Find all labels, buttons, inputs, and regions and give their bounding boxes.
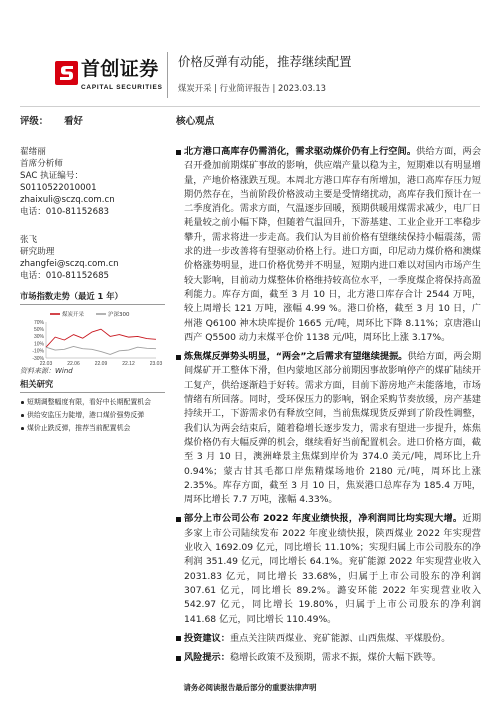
chart-legend-label: 煤炭开采 (62, 312, 85, 318)
related-research-heading: 相关研究 (20, 379, 165, 393)
core-point (176, 512, 481, 626)
core-point (176, 651, 481, 665)
chart-legend-label: 沪深300 (108, 312, 130, 318)
related-research-item (20, 396, 166, 409)
x-tick-label: 23.03 (149, 361, 163, 367)
bullet-square-icon (176, 636, 181, 641)
analyst-card (20, 234, 166, 282)
core-point-heading: 部分上市公司公布 2022 年度业绩快报，净利润同比均实现大增。 (184, 513, 463, 525)
y-tick-label: 50% (33, 327, 44, 333)
logo-wordmark-en: CAPITAL SECURITIES (81, 84, 163, 91)
analyst-sac-number: S0110522010001 (20, 183, 97, 193)
bullet-square-icon (176, 517, 181, 522)
logo-wordmark-cn: 首创证券 (81, 58, 159, 80)
core-point (176, 350, 481, 507)
header-rule (20, 106, 480, 107)
report-subtitle: 煤炭开采 | 行业简评报告 | 2023.03.13 (178, 83, 326, 93)
bullet-square-icon (176, 150, 181, 155)
core-points (176, 145, 481, 681)
market-index-chart (20, 308, 165, 368)
core-point-text: 供给方面，两会期间煤矿开工整体下滑，但内蒙地区部分前期因事故影响停产的煤矿陆续开工复产，供给逐渐趋于好转。需求方面，目前下游房地产未能落地，市场情绪有所回落。同时，受环保压力的影响，钢企采购节奏放缓，房产基建持续开工，下游需求仍有释放空间，当前焦煤现货反弹到了阶段性调整，我们认为两会结束后，随着稳增长逐步发力，需求有望进一步提升，炼焦煤价格仍有大幅反弹的机会，继续看好当前配置机会。进口价格方面，截至 3 月 10 日，澳洲峰景主焦煤到岸价为 374.0 美元/吨，周环比上升 0.94%；蒙古甘其毛都口岸焦精煤场地价 2180 元/吨，周环比上涨 2.35%。库存方面，截至 3 月 10 日，焦炭港口总库存为 185.4 万吨，周环比增长 7.7 万吨，涨幅 4.33%。 (184, 351, 481, 506)
chart-series-line (46, 346, 156, 354)
analyst-phone: 电话：010-81152685 (20, 271, 110, 281)
rating (20, 116, 83, 128)
x-tick-label: 22.03 (39, 361, 53, 367)
bullet-square-icon (176, 355, 181, 360)
related-research-title: 短期调整幅度有限，看好中长期配置机会 (27, 398, 152, 406)
footer-disclaimer: 请务必阅读报告最后部分的重要法律声明 (183, 683, 317, 692)
bullet-square-icon (176, 656, 181, 661)
y-tick-label: -30% (32, 355, 44, 362)
analyst-name: 翟绪丽 (20, 147, 46, 157)
core-point (176, 145, 481, 345)
core-point-heading: 风险提示： (184, 652, 230, 664)
analyst-email: zhangfei@sczq.com.cn (20, 259, 119, 269)
chart-series-line (46, 329, 156, 347)
analyst-role: 研究助理 (20, 247, 55, 257)
core-heading: 核心观点 (176, 116, 215, 127)
core-point-text: 近期多家上市公司陆续发布 2022 年度业绩快报，陕西煤业 2022 年实现营业收入 1692.09 亿元，同比增长 11.10%；实现归属上市公司股东的净利润 351.49 亿元，同比增长 64.1%。兖矿能源 2022 年实现营业收入 2031.83 亿元，同比增长 33.68%，归属于上市公司股东的净利润 307.61 亿元，同比增长 89.2%。潞安环能 2022 年实现营业收入 542.97 亿元，同比增长 19.80%，归属于上市公司股东的净利润 141.68 亿元，同比增长 110.49%。 (184, 513, 481, 625)
core-point (176, 632, 481, 646)
x-tick-label: 22.06 (67, 361, 80, 367)
analyst-email: zhaixuli@sczq.com.cn (20, 195, 115, 205)
core-point-heading: 炼焦煤反弹势头明显，“两会”之后需求有望继续提振。 (184, 351, 408, 363)
core-point-heading: 投资建议： (184, 632, 230, 644)
bullet-dot-icon (21, 414, 24, 417)
related-research-item (20, 422, 166, 435)
related-research-title: 煤价止跌反弹，推荐当前配置机会 (27, 424, 131, 432)
core-point-text: 供给方面，两会召开叠加前期煤矿事故的影响，供应端产量以稳为主，短期难以有明显增量，产地价格涨跌互现。本周北方港口库存有所增加，港口高库存压力短期仍然存在，当前阶段价格波动主要是受情绪扰动，高库存我们预计在一二季度消化。需求方面，气温逐步回暖，预期供暖用煤需求减少，电厂日耗量较之前小幅下降，但随着气温回升，下游基建、工业企业开工率稳步攀升，需求将进一步走高。我们认为目前价格有望继续保持小幅震荡，需求的进一步改善将有望驱动价格上行。进口方面，印尼动力煤价格和澳煤价格涨势明显，进口价格优势并不明显，短期内进口难以对国内市场产生较大影响，目前动力煤整体价格维持较高位水平，一季度煤企将保持高盈利能力。库存方面，截至 3 月 10 日，北方港口库存合计 2544 万吨，较上周增长 121 万吨，涨幅 4.99 %。港口价格，截至 3 月 10 日，广州港 Q6100 神木块库提价 1665 元/吨，周环比下降 8.11%；京唐港山西产 Q5500 动力末煤平仓价 1138 元/吨，周环比上涨 3.17%。 (184, 146, 481, 343)
core-point-text: 重点关注陕西煤业、兖矿能源、山西焦煤、平煤股份。 (229, 632, 451, 644)
analyst-phone: 电话：010-81152683 (20, 207, 110, 217)
y-tick-label: 10% (33, 341, 44, 348)
x-tick-label: 22.09 (94, 361, 108, 367)
analyst-role: 首席分析师 (20, 159, 63, 169)
analyst-name: 张飞 (20, 235, 38, 245)
analyst-sac-label: SAC 执证编号： (20, 171, 84, 181)
rating-value: 看好 (64, 116, 83, 127)
rating-label: 评级： (20, 116, 49, 127)
core-point-text: 稳增长政策不及预期，需求不振，煤价大幅下跌等。 (229, 652, 442, 664)
y-tick-label: 30% (33, 334, 44, 341)
logo-icon (54, 60, 79, 86)
bullet-dot-icon (21, 427, 24, 430)
core-point-heading: 北方港口高库存仍需消化，需求驱动煤价仍有上行空间。 (184, 146, 417, 157)
header-divider (167, 52, 168, 98)
related-research-item (20, 409, 166, 422)
related-research-title: 供给安监压力陡增，港口煤价强势反弹 (27, 411, 145, 419)
x-tick-label: 22.12 (122, 361, 135, 367)
y-tick-label: -10% (32, 348, 44, 355)
related-research-list (20, 396, 166, 435)
analyst-card (20, 146, 166, 218)
bullet-dot-icon (21, 401, 24, 404)
report-title: 价格反弹有动能，推荐继续配置 (178, 54, 352, 69)
market-chart-heading: 市场指数走势（最近 1 年） (20, 291, 165, 305)
y-tick-label: 70% (33, 319, 44, 326)
chart-source: 资料来源：Wind (20, 367, 73, 375)
